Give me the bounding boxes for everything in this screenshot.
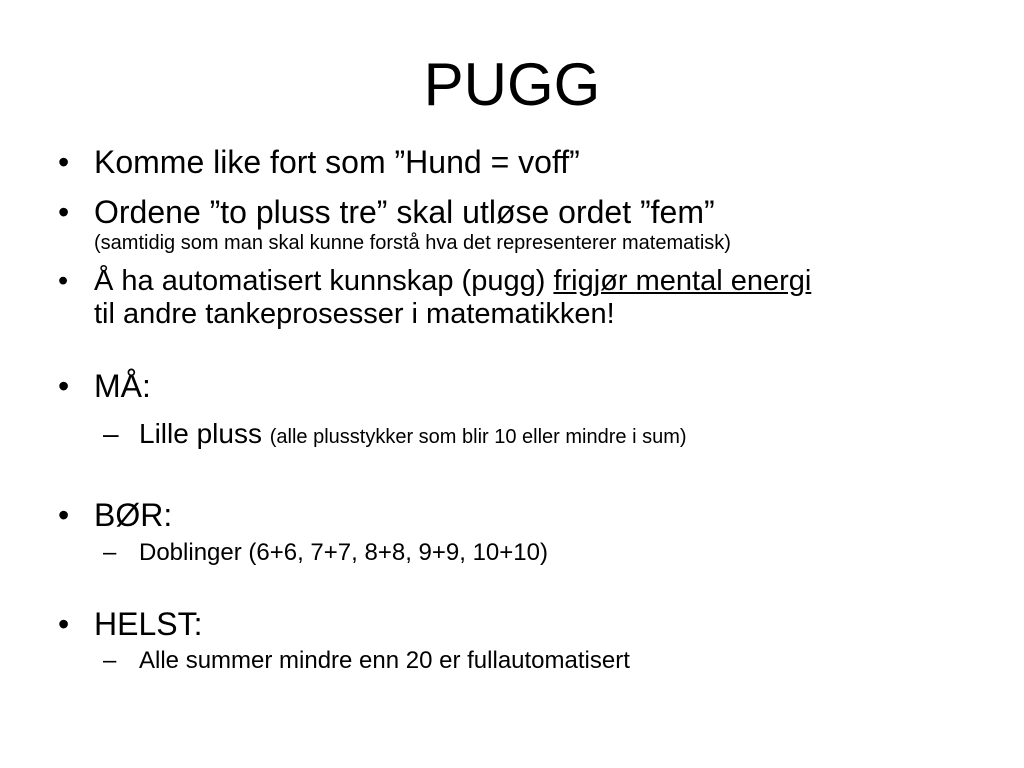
bullet-text: BØR: [94, 497, 173, 533]
bullet-dot: • [58, 497, 70, 533]
sub-bullet-text: Doblinger (6+6, 7+7, 8+8, 9+9, 10+10) [139, 539, 548, 566]
bullet-item [58, 605, 988, 643]
sub-bullet-dash: – [103, 418, 119, 449]
bullet-text-underlined: frigjør mental energi [553, 265, 812, 297]
bullet-text-line1 [94, 265, 811, 298]
sub-bullet-text [139, 417, 687, 451]
bullet-text-plain: Å ha automatisert kunnskap (pugg) [94, 265, 554, 297]
bullet-dot: • [58, 144, 70, 180]
slide-title: PUGG [423, 51, 601, 118]
bullet-item [58, 265, 988, 337]
bullet-text-line2: til andre tankeprosesser i matematikken! [94, 298, 615, 330]
bullet-item [58, 496, 988, 534]
sub-bullet-dash: – [103, 539, 117, 566]
bullet-dot: • [58, 265, 69, 297]
bullet-dot: • [58, 194, 70, 230]
bullet-dot: • [58, 606, 70, 642]
bullet-text: HELST: [94, 606, 203, 642]
sub-bullet-text: Alle summer mindre enn 20 er fullautomatisert [139, 647, 630, 674]
bullet-note: (samtidig som man skal kunne forstå hva det representerer matematisk) [94, 232, 731, 254]
sub-bullet-item [103, 538, 983, 568]
sub-bullet-note: (alle plusstykker som blir 10 eller mindre i sum) [269, 426, 687, 448]
sub-bullet-item [103, 646, 983, 676]
bullet-text: Ordene ”to pluss tre” skal utløse ordet ”fem” [94, 194, 715, 230]
bullet-text: MÅ: [94, 368, 151, 404]
bullet-item [58, 367, 988, 405]
bullet-item [58, 143, 988, 181]
bullet-text: Komme like fort som ”Hund = voff” [94, 144, 580, 180]
sub-bullet-item [103, 417, 983, 451]
bullet-dot: • [58, 368, 70, 404]
sub-bullet-dash: – [103, 647, 117, 674]
sub-bullet-main: Lille pluss [139, 418, 262, 449]
bullet-item [58, 193, 988, 257]
